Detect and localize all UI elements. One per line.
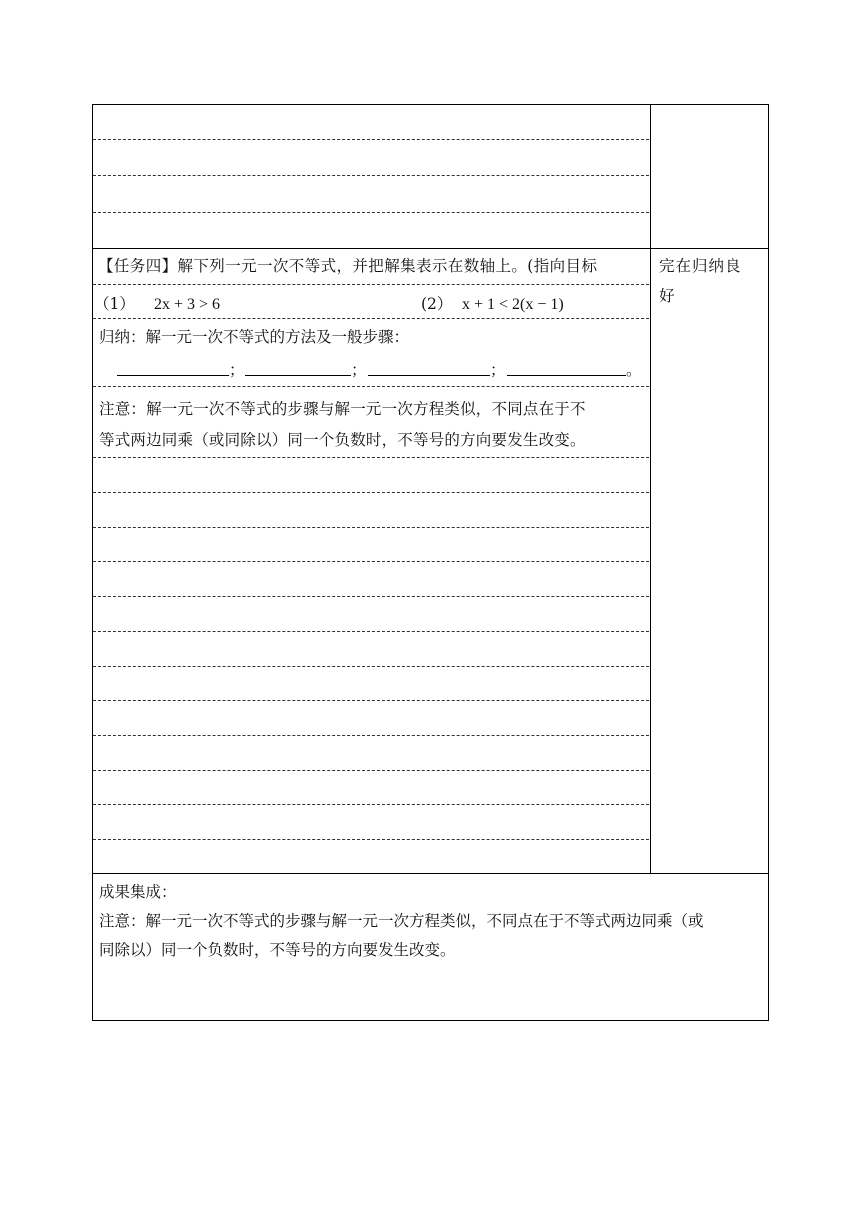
blank-step-1[interactable] (117, 375, 229, 376)
summary-label: 归纳：解一元一次不等式的方法及一般步骤： (99, 328, 410, 346)
results-line-1: 注意：解一元一次不等式的步骤与解一元一次方程类似，不同点在于不等式两边同乘（或 (99, 912, 704, 930)
side-note-line-2: 好 (659, 287, 675, 305)
task4-title: 【任务四】解下列一元一次不等式，并把解集表示在数轴上。(指向目标 (98, 257, 598, 275)
problem-1-number: （1） (94, 295, 135, 313)
writing-line (93, 596, 649, 597)
results-line-2: 同除以）同一个负数时，不等号的方向要发生改变。 (99, 941, 456, 959)
table-frame (92, 104, 769, 1021)
writing-line (93, 839, 649, 840)
blank-step-2[interactable] (245, 375, 351, 376)
results-label: 成果集成： (99, 883, 177, 901)
writing-line (93, 735, 649, 736)
blank-step-4[interactable] (507, 375, 626, 376)
writing-line (93, 457, 649, 458)
writing-line (93, 212, 649, 213)
writing-line (93, 527, 649, 528)
problem-2-number: (2） (421, 295, 453, 313)
writing-line (93, 139, 649, 140)
column-divider (650, 104, 651, 874)
writing-line (93, 666, 649, 667)
note-line-1: 注意：解一元一次不等式的步骤与解一元一次方程类似，不同点在于不 (99, 400, 586, 418)
row-divider-task4 (92, 248, 769, 249)
writing-line (93, 631, 649, 632)
writing-line (93, 318, 649, 319)
writing-line (93, 175, 649, 176)
writing-line (93, 700, 649, 701)
blank-separator: ； (351, 361, 367, 379)
note-line-2: 等式两边同乘（或同除以）同一个负数时，不等号的方向要发生改变。 (99, 431, 586, 449)
writing-line (93, 284, 649, 285)
problem-2-expression: x + 1 < 2(x − 1) (462, 296, 564, 313)
blank-separator: ； (490, 361, 506, 379)
blank-separator: ； (229, 361, 245, 379)
writing-line (93, 386, 649, 387)
writing-line (93, 492, 649, 493)
row-divider-results (92, 873, 769, 874)
blank-step-3[interactable] (368, 375, 490, 376)
side-note-line-1: 完在归纳良 (659, 257, 742, 275)
blank-end-mark: 。 (626, 361, 642, 379)
writing-line (93, 561, 649, 562)
problem-1-expression: 2x + 3 > 6 (154, 296, 221, 313)
writing-line (93, 804, 649, 805)
writing-line (93, 770, 649, 771)
